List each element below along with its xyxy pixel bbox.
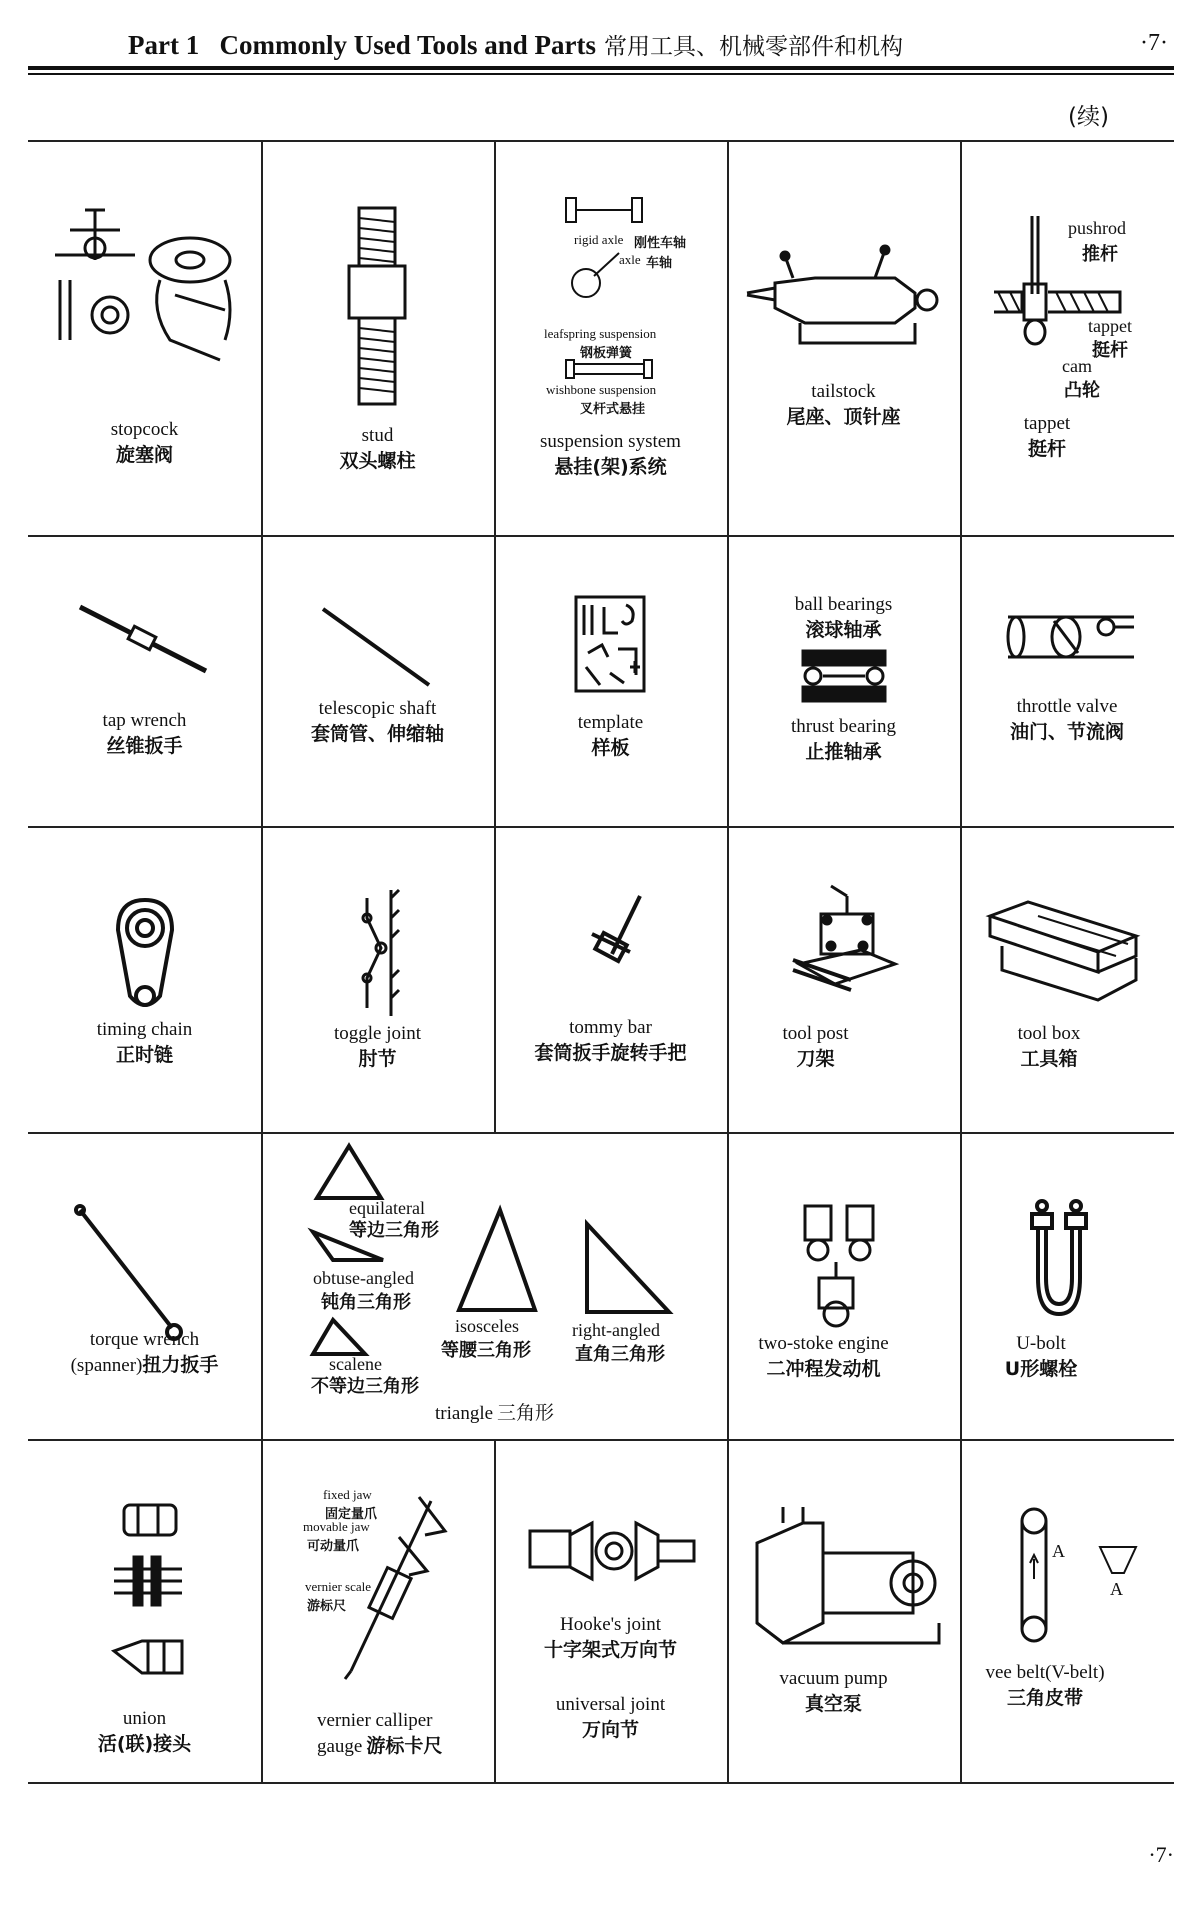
item-en: stopcock [110,419,179,440]
header-page-number: ·7· [1140,30,1168,56]
item-en: U-bolt [1016,1333,1066,1354]
item-en: throttle valve [1016,696,1118,717]
grid-line [28,1782,1174,1784]
tool-post-illustration [791,884,901,994]
label-zh: 游标尺 [307,1599,347,1614]
stud-illustration [347,206,407,406]
label-zh: 刚性车轴 [634,236,687,251]
label-en: obtuse-angled [313,1268,414,1288]
item-zh: 丝锥扳手 [106,735,183,757]
cell-universal-joint [494,1439,727,1782]
item-en: triangle [435,1403,494,1424]
item-zh: 双头螺柱 [339,450,416,472]
item-line-2 [317,1733,442,1759]
header-rule-thin [28,73,1174,75]
cell-two-stroke-engine [727,1132,960,1439]
cell-toggle-joint [261,826,494,1132]
cell-torque-wrench [28,1132,261,1439]
item-zh: 正时链 [115,1044,173,1066]
label-zh: 等边三角形 [349,1220,439,1241]
label-a: A [1052,1541,1065,1561]
cell-template [494,535,727,826]
item-en: union [122,1708,167,1729]
label-zh: 车轴 [646,256,673,271]
header-rule [28,66,1174,70]
item-en: vacuum pump [779,1668,888,1689]
label-zh: 凸轮 [1064,380,1100,401]
item-zh [28,1352,261,1379]
item-zh: U形螺栓 [1004,1358,1078,1380]
triangle-caption [435,1400,554,1426]
item-en: tommy bar [569,1017,652,1038]
item-zh: 悬挂(架)系统 [554,456,667,478]
tailstock-illustration [745,248,945,348]
label-zh: 直角三角形 [575,1344,665,1365]
wishbone-drawing [564,358,654,380]
item-zh: 套筒管、伸缩轴 [310,723,444,745]
item-zh: 真空泵 [804,1693,862,1715]
item-zh: 三角形 [497,1402,555,1424]
item-en: Hooke's joint [559,1614,662,1635]
cell-suspension [494,140,727,535]
union-illustration [108,1501,188,1691]
label-en: equilateral [349,1198,425,1218]
label-zh: 固定量爪 [325,1507,378,1522]
item-en: vee belt(V-belt) [985,1662,1105,1683]
item-zh-text: 扭力扳手 [142,1354,219,1376]
item-en: suspension system [540,431,681,452]
label-en: tappet [1088,316,1132,336]
torque-wrench-illustration [74,1204,184,1344]
item-zh: 滚球轴承 [805,619,882,641]
label-zh: 可动量爪 [307,1539,360,1554]
item-en: tool box [1017,1023,1081,1044]
cell-throttle-valve [960,535,1174,826]
item-en: tool post [782,1023,849,1044]
cell-stud [261,140,494,535]
item-zh: 十字架式万向节 [543,1639,677,1661]
label-en: leafspring suspension [544,326,657,341]
item-zh: 止推轴承 [805,741,882,763]
label-en: pushrod [1068,218,1126,238]
label-en: rigid axle [574,232,624,247]
item-en: stud [361,425,394,446]
item-zh: 套筒扳手旋转手把 [534,1042,687,1064]
vernier-caption [317,1709,442,1759]
item-zh: 工具箱 [1020,1048,1078,1070]
cell-tool-post [727,826,960,1132]
item-zh: 三角皮带 [1006,1687,1083,1709]
label-zh: 不等边三角形 [311,1376,419,1397]
stopcock-illustration [50,200,240,370]
toggle-joint-illustration [357,888,401,1018]
axle-drawing [564,248,624,303]
cell-tap-wrench [28,535,261,826]
label-zh: 钝角三角形 [321,1292,411,1313]
tap-wrench-illustration [78,605,208,675]
footer-page-number: ·7· [1148,1842,1174,1867]
thrust-bearing-illustration [801,649,887,703]
tool-box-illustration [988,896,1138,1006]
item-en: ball bearings [794,594,893,615]
label-zh: 等腰三角形 [441,1340,531,1361]
page-header [28,28,1174,62]
cell-tool-box [960,826,1174,1132]
cell-u-bolt [960,1132,1174,1439]
label-en: wishbone suspension [546,382,657,397]
cell-stopcock [28,140,261,535]
continued-label: (续) [1068,104,1109,130]
u-bolt-illustration [1028,1198,1090,1318]
item-en-2: gauge [317,1736,363,1757]
item-zh: 样板 [591,737,630,759]
label-a: A [1110,1579,1123,1599]
item-en-2: (spanner) [70,1355,143,1376]
item-en: vernier calliper [317,1710,433,1731]
label-en: isosceles [455,1316,519,1336]
cell-vernier-calliper [261,1439,494,1782]
item-zh: 刀架 [796,1048,835,1070]
timing-chain-illustration [110,896,180,1016]
vacuum-pump-illustration [753,1503,943,1653]
item-en: toggle joint [333,1023,422,1044]
cell-triangle [261,1132,727,1439]
item-zh: 二冲程发动机 [766,1358,881,1380]
cell-timing-chain [28,826,261,1132]
item-zh: 活(联)接头 [97,1733,192,1755]
cell-tommy-bar [494,826,727,1132]
title-zh: 常用工具、机械零部件和机构 [604,34,904,60]
title-en: Part 1 Commonly Used Tools and Parts [128,30,597,60]
cell-bearings [727,535,960,826]
telescopic-shaft-illustration [321,607,431,687]
tommy-bar-illustration [590,894,646,984]
item-en: tappet [1023,413,1071,434]
cell-union [28,1439,261,1782]
item-en: torque wrench [89,1329,200,1350]
item-zh: 肘节 [358,1048,397,1070]
label-zh: 挺杆 [1092,340,1128,361]
cell-tailstock [727,140,960,535]
cell-tappet [960,140,1174,535]
label-en: vernier scale [305,1579,372,1594]
label-en: cam [1062,356,1092,376]
label-zh: 叉杆式悬挂 [580,402,646,417]
label-en: axle [619,252,641,267]
throttle-valve-illustration [1006,607,1136,667]
item-zh: 尾座、顶针座 [786,406,901,428]
rigid-axle-drawing [564,196,644,226]
item-zh: 油门、节流阀 [1009,721,1124,743]
item-zh: 游标卡尺 [366,1735,443,1757]
universal-joint-illustration [528,1511,698,1591]
item-zh: 挺杆 [1027,438,1066,460]
cell-telescopic-shaft [261,535,494,826]
page-title [128,28,903,61]
item-en: universal joint [555,1694,666,1715]
template-illustration [574,595,646,693]
label-en: movable jaw [303,1519,370,1534]
item-zh: 旋塞阀 [115,444,173,466]
item-en: template [577,712,644,733]
label-zh: 钢板弹簧 [580,346,633,361]
label-en: fixed jaw [323,1487,372,1502]
item-zh: 万向节 [581,1719,639,1741]
label-en: right-angled [572,1320,660,1340]
item-en: tailstock [811,381,876,402]
label-zh: 推杆 [1082,244,1118,265]
item-en: telescopic shaft [318,698,437,719]
item-en: timing chain [96,1019,193,1040]
vee-belt-illustration [1014,1505,1144,1645]
item-en: tap wrench [102,710,187,731]
item-en: thrust bearing [790,716,896,737]
cell-vee-belt [960,1439,1174,1782]
two-stroke-engine-illustration [801,1202,881,1330]
item-en: two-stoke engine [758,1333,889,1354]
cell-vacuum-pump [727,1439,960,1782]
label-en: scalene [329,1354,382,1374]
